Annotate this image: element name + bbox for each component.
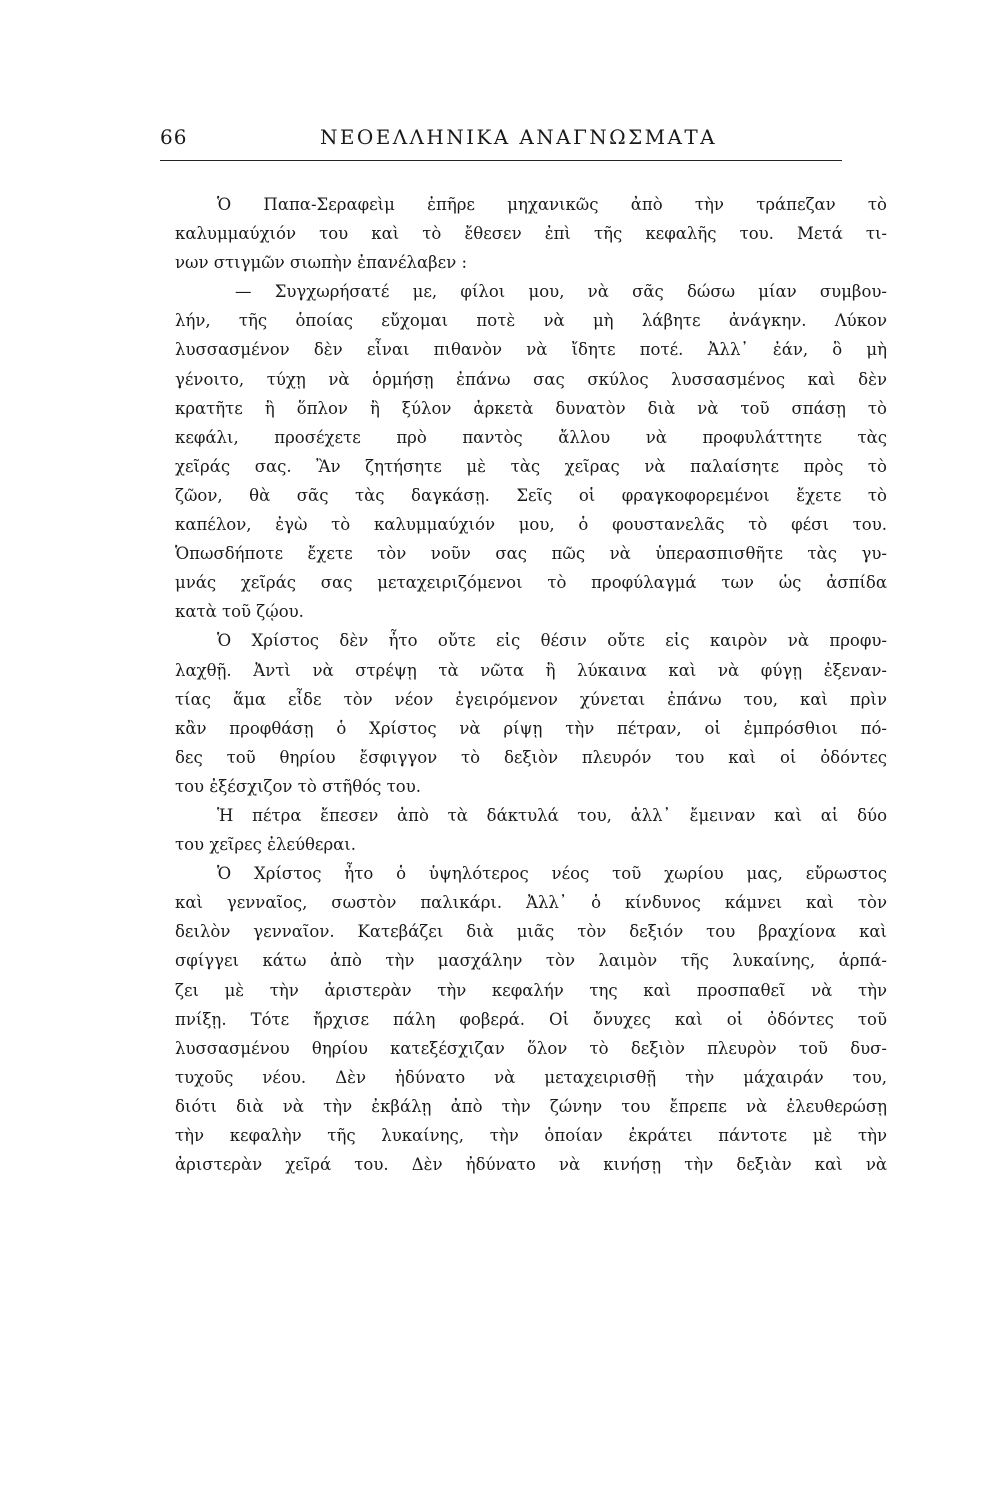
running-title: ΝΕΟΕΛΛΗΝΙΚΑ ΑΝΑΓΝΩΣΜΑΤΑ	[320, 125, 717, 149]
text-line: ἀριστερὰν χεῖρά του. Δὲν ἠδύνατο νὰ κινήσῃ τὴν δεξιὰν καὶ νὰ	[175, 1155, 887, 1175]
text-line: λυσσασμένου θηρίου κατεξέσχιζαν ὅλον τὸ δεξιὸν πλευρὸν τοῦ δυσ-	[175, 1038, 887, 1058]
header-rule	[160, 160, 842, 161]
text-line: του ἐξέσχιζον τὸ στῆθός του.	[175, 776, 421, 796]
text-line: Ὁ Χρίστος ἦτο ὁ ὑψηλότερος νέος τοῦ χωρίου μας, εὔρωστος	[217, 864, 887, 884]
text-line: λαχθῇ. Ἀντὶ νὰ στρέψῃ τὰ νῶτα ἢ λύκαινα καὶ νὰ φύγῃ ἐξεναν-	[175, 660, 887, 680]
text-line: τίας ἅμα εἶδε τὸν νέον ἐγειρόμενον χύνεται ἐπάνω του, καὶ πρὶν	[175, 689, 887, 709]
text-line: — Συγχωρήσατέ με, φίλοι μου, νὰ σᾶς δώσω μίαν συμβου-	[235, 282, 887, 302]
text-line: καπέλον, ἐγὼ τὸ καλυμμαύχιόν μου, ὁ φουστανελᾶς τὸ φέσι του.	[175, 515, 887, 535]
text-line: μνάς χεῖράς σας μεταχειριζόμενοι τὸ προφύλαγμά των ὡς ἀσπίδα	[175, 573, 887, 593]
body-text	[175, 190, 887, 1179]
text-line: Ὁπωσδήποτε ἔχετε τὸν νοῦν σας πῶς νὰ ὑπερασπισθῆτε τὰς γυ-	[175, 544, 887, 564]
text-line: τυχοῦς νέου. Δὲν ἠδύνατο νὰ μεταχειρισθῇ τὴν μάχαιράν του,	[175, 1067, 887, 1087]
text-line: κἂν προφθάσῃ ὁ Χρίστος νὰ ρίψῃ τὴν πέτραν, οἱ ἐμπρόσθιοι πό-	[175, 718, 887, 738]
text-line: γένοιτο, τύχῃ νὰ ὁρμήσῃ ἐπάνω σας σκύλος λυσσασμένος καὶ δὲν	[175, 369, 887, 389]
text-line: κατὰ τοῦ ζῴου.	[175, 602, 304, 622]
text-line: τὴν κεφαλὴν τῆς λυκαίνης, τὴν ὁποίαν ἐκράτει πάντοτε μὲ τὴν	[175, 1126, 887, 1145]
text-line: Ἡ πέτρα ἔπεσεν ἀπὸ τὰ δάκτυλά του, ἀλλ᾽ ἔμειναν καὶ αἱ δύο	[217, 805, 887, 825]
text-line: Ὁ Χρίστος δὲν ἦτο οὔτε εἰς θέσιν οὔτε εἰς καιρὸν νὰ προφυ-	[217, 631, 887, 651]
text-line: καὶ γενναῖος, σωστὸν παλικάρι. Ἀλλ᾽ ὁ κίνδυνος κάμνει καὶ τὸν	[175, 893, 887, 913]
text-line: του χεῖρες ἐλεύθεραι.	[175, 835, 357, 855]
text-line: καλυμμαύχιόν του καὶ τὸ ἔθεσεν ἐπὶ τῆς κεφαλῆς του. Μετά τι-	[175, 224, 887, 244]
text-line: κρατῆτε ἢ ὅπλον ἢ ξύλον ἀρκετὰ δυνατὸν διὰ νὰ τοῦ σπάσῃ τὸ	[175, 398, 887, 418]
text-line: κεφάλι, προσέχετε πρὸ παντὸς ἄλλου νὰ προφυλάττητε τὰς	[175, 427, 887, 447]
text-line: ζει μὲ τὴν ἀριστερὰν τὴν κεφαλήν της καὶ προσπαθεῖ νὰ τὴν	[175, 980, 887, 1000]
text-line: πνίξῃ. Τότε ἤρχισε πάλη φοβερά. Οἱ ὄνυχες καὶ οἱ ὀδόντες τοῦ	[175, 1009, 887, 1029]
text-line: λήν, τῆς ὁποίας εὔχομαι ποτὲ νὰ μὴ λάβητε ἀνάγκην. Λύκον	[175, 311, 887, 331]
text-line: σφίγγει κάτω ἀπὸ τὴν μασχάλην τὸν λαιμὸν τῆς λυκαίνης, ἁρπά-	[175, 951, 887, 971]
text-line: ζῶον, θὰ σᾶς τὰς δαγκάσῃ. Σεῖς οἱ φραγκοφορεμένοι ἔχετε τὸ	[175, 485, 887, 505]
text-line: χεῖράς σας. Ἂν ζητήσητε μὲ τὰς χεῖρας νὰ παλαίσητε πρὸς τὸ	[175, 456, 887, 476]
text-line: δειλὸν γενναῖον. Κατεβάζει διὰ μιᾶς τὸν δεξιόν του βραχίονα καὶ	[175, 922, 887, 942]
text-line: λυσσασμένον δὲν εἶναι πιθανὸν νὰ ἴδητε ποτέ. Ἀλλ᾽ ἐάν, ὃ μὴ	[175, 340, 887, 360]
page-header	[160, 125, 850, 165]
page-number: 66	[160, 125, 188, 149]
text-line: Ὁ Παπα-Σεραφεὶμ ἐπῆρε μηχανικῶς ἀπὸ τὴν τράπεζαν τὸ	[217, 195, 887, 214]
text-line: διότι διὰ νὰ τὴν ἐκβάλῃ ἀπὸ τὴν ζώνην του ἔπρεπε νὰ ἐλευθερώσῃ	[175, 1096, 887, 1116]
text-line: νων στιγμῶν σιωπὴν ἐπανέλαβεν :	[175, 253, 468, 273]
text-line: δες τοῦ θηρίου ἔσφιγγον τὸ δεξιὸν πλευρόν του καὶ οἱ ὀδόντες	[175, 747, 887, 767]
